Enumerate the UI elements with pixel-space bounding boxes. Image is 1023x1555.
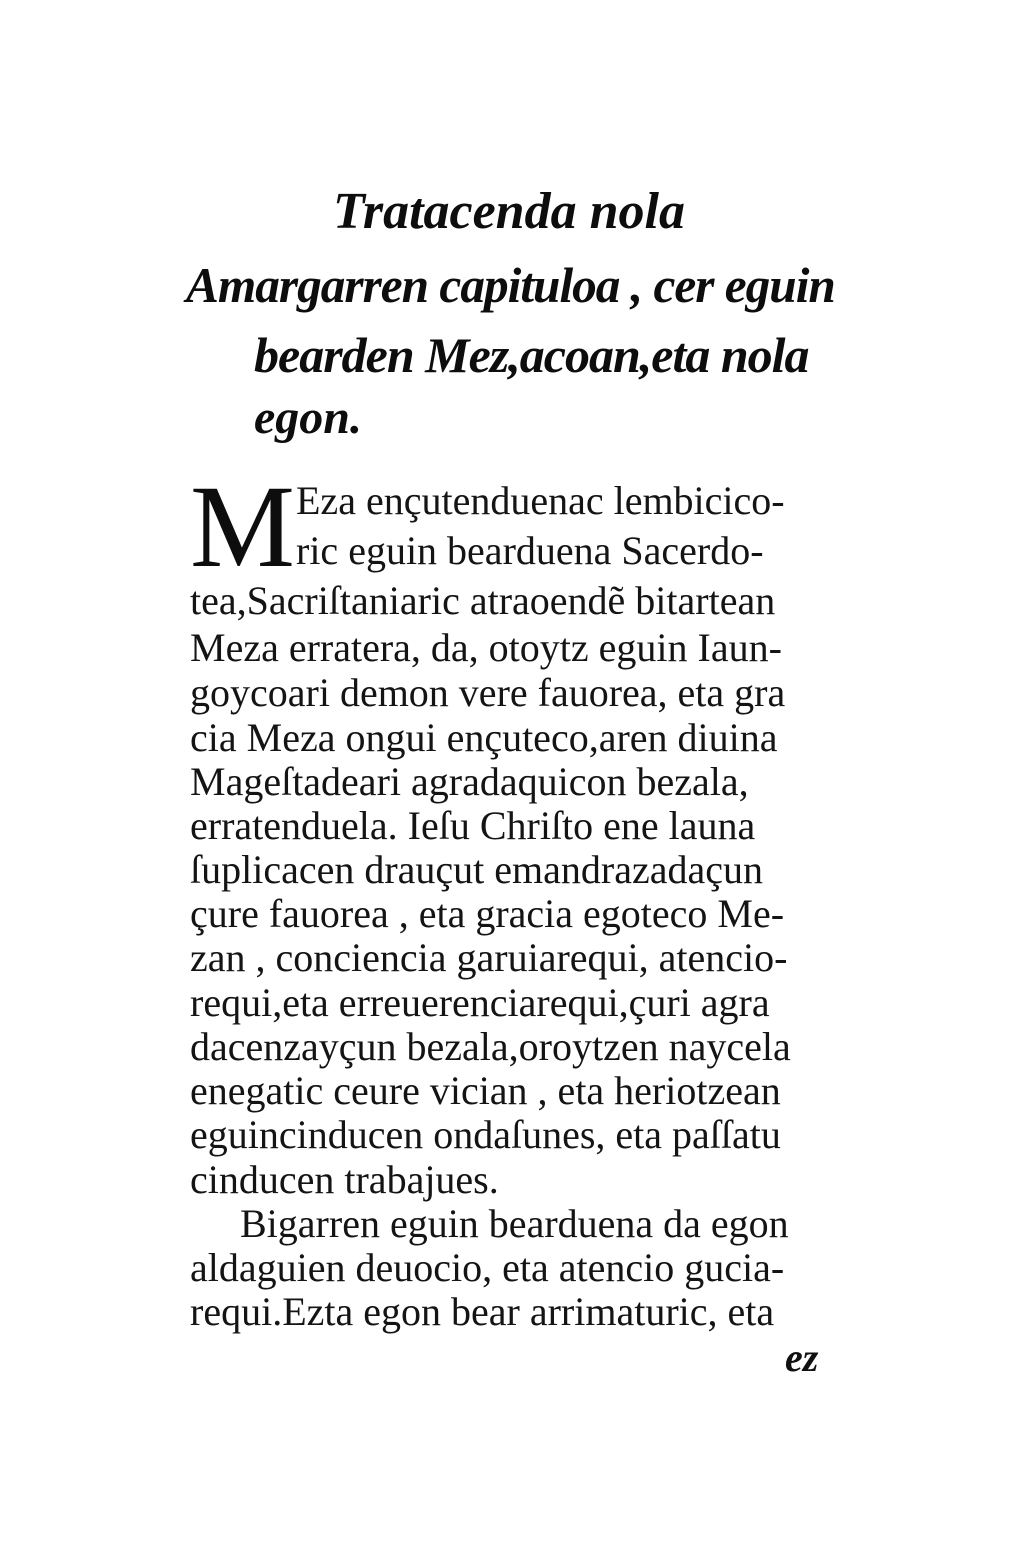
body-line-12: requi,eta erreuerenciarequi,çuri agra xyxy=(190,980,770,1025)
body-line-18: aldaguien deuocio, eta atencio gucia- xyxy=(190,1245,785,1290)
chapter-heading-line-2: Amargarren capituloa , cer eguin xyxy=(186,258,835,313)
body-line-17: Bigarren eguin bearduena da egon xyxy=(240,1201,789,1246)
body-line-6: cia Meza ongui ençuteco,aren diuina xyxy=(190,715,778,760)
body-line-9: ſuplicacen drauçut emandrazadaçun xyxy=(190,847,764,892)
body-line-10: çure fauorea , eta gracia egoteco Me- xyxy=(190,891,785,936)
body-line-5: goycoari demon vere fauorea, eta gra xyxy=(190,670,786,715)
drop-cap: M xyxy=(190,461,295,592)
chapter-heading-line-4: egon. xyxy=(254,391,362,444)
body-line-3: tea,Sacriſtaniaric atraoendẽ bitartean xyxy=(190,578,776,623)
body-line-19: requi.Ezta egon bear arrimaturic, eta xyxy=(190,1289,775,1334)
body-line-2: ric eguin bearduena Sacerdo- xyxy=(296,528,764,573)
body-line-11: zan , conciencia garuiarequi, atencio- xyxy=(190,935,788,980)
body-line-15: eguincinducen ondaſunes, eta paſſatu xyxy=(190,1112,781,1157)
body-line-14: enegatic ceure vician , eta heriotzean xyxy=(190,1068,781,1113)
chapter-heading-line-1: Tratacenda nola xyxy=(333,183,685,240)
body-line-7: Mageſtadeari agradaquicon bezala, xyxy=(190,759,749,804)
body-line-1: Eza ençutenduenac lembicico- xyxy=(296,478,785,523)
body-line-4: Meza erratera, da, otoytz eguin Iaun- xyxy=(190,625,782,670)
body-line-13: dacenzayçun bezala,oroytzen naycela xyxy=(190,1024,791,1069)
body-line-8: erratenduela. Ieſu Chriſto ene launa xyxy=(190,803,756,848)
body-line-16: cinducen trabajues. xyxy=(190,1157,499,1202)
chapter-heading-line-3: bearden Mez,acoan,eta nola xyxy=(254,327,809,383)
catchword: ez xyxy=(785,1335,819,1380)
